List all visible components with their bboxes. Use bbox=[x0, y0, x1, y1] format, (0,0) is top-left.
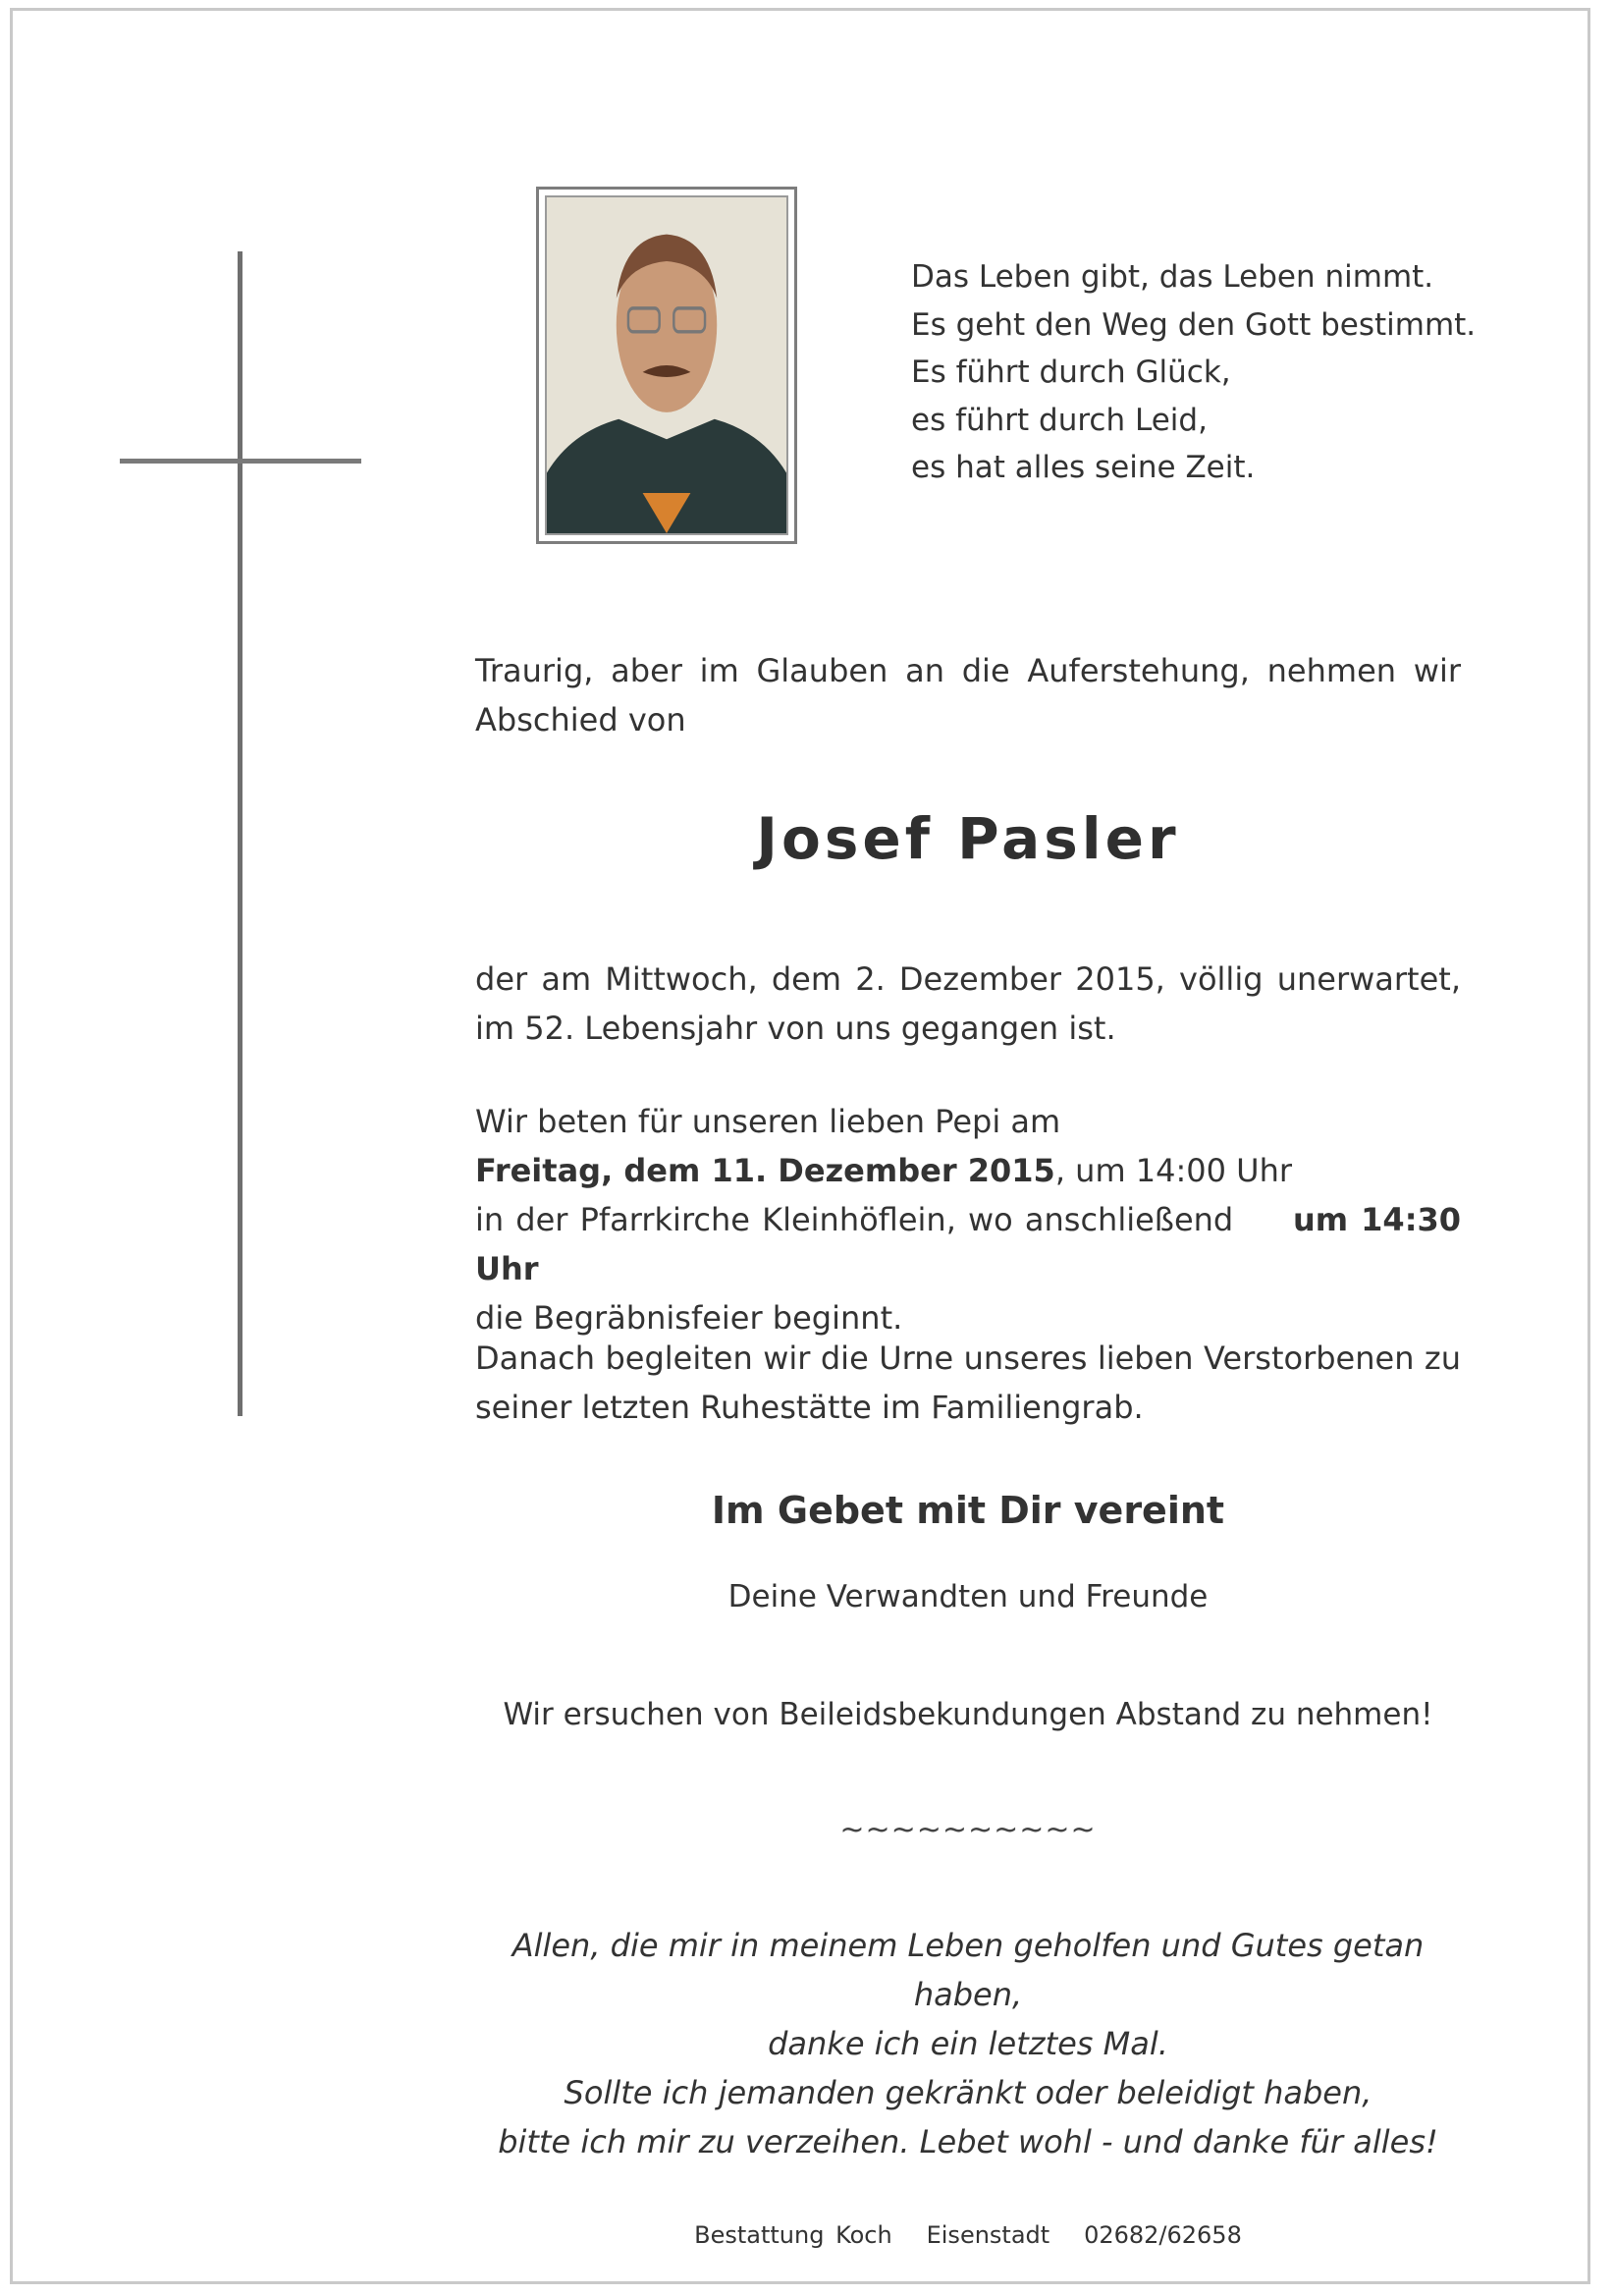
prayer-block bbox=[475, 1097, 1461, 1342]
farewell-line: Sollte ich jemanden gekränkt oder beleidigt haben, bbox=[564, 2074, 1372, 2111]
urn-text: Danach begleiten wir die Urne unseres lieben Verstorbenen zu seiner letzten Ruhestätte im Familiengrab. bbox=[475, 1339, 1461, 1426]
prayer-line bbox=[475, 1146, 1461, 1195]
separator: ~~~~~~~~~~ bbox=[839, 1813, 1097, 1847]
poem-line: Es führt durch Glück, bbox=[911, 355, 1231, 390]
prayer-line: Wir beten für unseren lieben Pepi am bbox=[475, 1103, 1061, 1140]
condolence-request: Wir ersuchen von Beileidsbekundungen Abstand zu nehmen! bbox=[503, 1697, 1433, 1732]
poem-line: Es geht den Weg den Gott bestimmt. bbox=[911, 306, 1477, 343]
farewell-line: Allen, die mir in meinem Leben geholfen und Gutes getan haben, bbox=[511, 1927, 1425, 2013]
poem-line: es führt durch Leid, bbox=[911, 402, 1208, 438]
farewell-line: danke ich ein letztes Mal. bbox=[768, 2025, 1168, 2062]
cross-icon-horizontal-bar bbox=[120, 459, 361, 464]
portrait-photo-frame bbox=[536, 187, 797, 544]
poem-line: Das Leben gibt, das Leben nimmt. bbox=[911, 259, 1434, 295]
funeral-home-footer: Bestattung Koch Eisenstadt 02682/62658 bbox=[694, 2221, 1242, 2249]
poem-line: es hat alles seine Zeit. bbox=[911, 450, 1256, 485]
signed-by: Deine Verwandten und Freunde bbox=[727, 1579, 1209, 1614]
prayer-date: Freitag, dem 11. Dezember 2015 bbox=[475, 1152, 1055, 1189]
motto: Im Gebet mit Dir vereint bbox=[711, 1489, 1225, 1532]
church-text: in der Pfarrkirche Kleinhöflein, wo anschließend bbox=[475, 1201, 1234, 1238]
death-notice: der am Mittwoch, dem 2. Dezember 2015, völlig unerwartet, im 52. Lebensjahr von uns gegangen ist. bbox=[475, 960, 1461, 1047]
poem bbox=[911, 253, 1476, 492]
cross-icon-vertical-bar bbox=[238, 251, 242, 1416]
portrait-photo bbox=[545, 195, 788, 535]
deceased-name: Josef Pasler bbox=[756, 805, 1180, 872]
farewell-line: bitte ich mir zu verzeihen. Lebet wohl - und danke für alles! bbox=[498, 2123, 1438, 2160]
intro-text: Traurig, aber im Glauben an die Auferstehung, nehmen wir Abschied von bbox=[475, 652, 1461, 738]
prayer-time: , um 14:00 Uhr bbox=[1054, 1152, 1293, 1189]
ceremony-time: um 14:30 Uhr bbox=[475, 1201, 1462, 1287]
prayer-line bbox=[475, 1195, 1461, 1293]
farewell-text bbox=[475, 1921, 1461, 2166]
portrait-silhouette-icon bbox=[547, 197, 786, 533]
prayer-line: die Begräbnisfeier beginnt. bbox=[475, 1299, 903, 1337]
